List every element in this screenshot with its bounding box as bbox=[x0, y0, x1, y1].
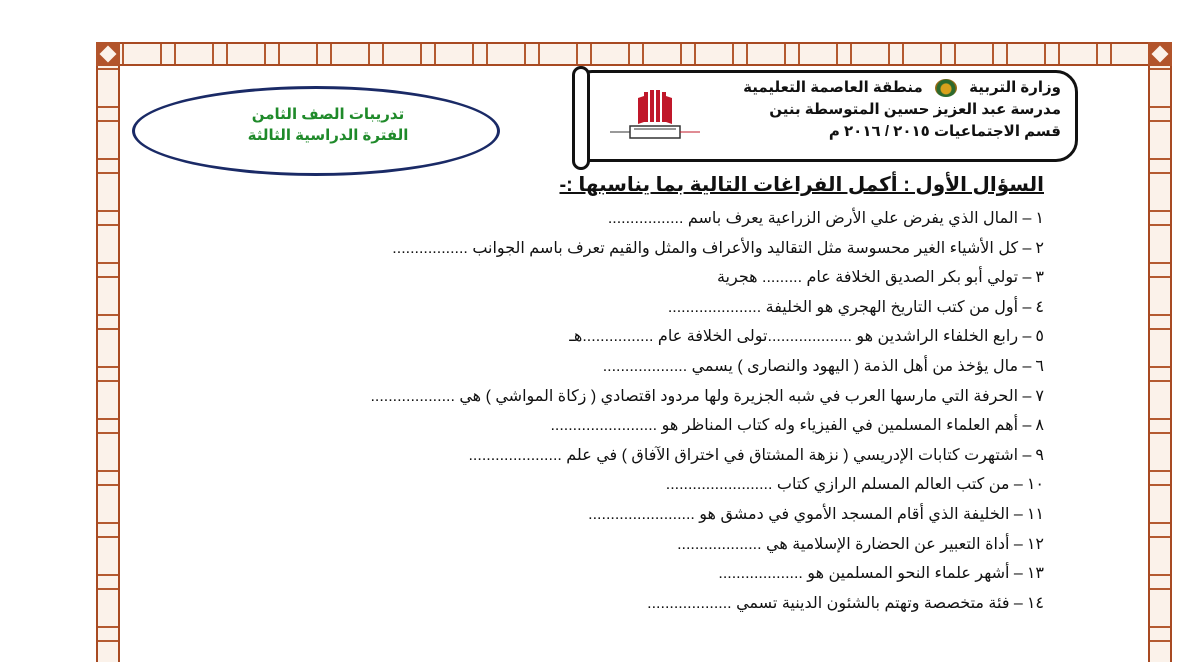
item-number: ١ bbox=[1035, 210, 1044, 227]
department-label: قسم الاجتماعيات ٢٠١٥ / ٢٠١٦ م bbox=[828, 123, 1061, 140]
region-label: منطقة العاصمة التعليمية bbox=[743, 79, 923, 96]
list-item bbox=[144, 204, 1044, 234]
item-number: ٣ bbox=[1035, 269, 1044, 287]
item-number: ١١ bbox=[1026, 505, 1044, 523]
item-number: ١٠ bbox=[1026, 476, 1044, 494]
item-number: ٤ bbox=[1035, 298, 1044, 316]
list-item bbox=[144, 293, 1044, 323]
item-number: ١٢ bbox=[1026, 535, 1044, 553]
school-label: مدرسة عبد العزيز حسين المتوسطة بنين bbox=[769, 101, 1061, 118]
item-number: ٨ bbox=[1035, 417, 1044, 435]
oval-title bbox=[228, 104, 428, 146]
list-item bbox=[144, 411, 1044, 441]
item-number: ١٣ bbox=[1026, 565, 1044, 583]
border-right bbox=[1148, 42, 1172, 662]
list-item bbox=[144, 530, 1044, 560]
item-text: – كل الأشياء الغير محسوسة مثل التقاليد والأعراف والمثل والقيم تعرف باسم الجوانب ................. bbox=[392, 239, 1032, 257]
list-item bbox=[144, 441, 1044, 471]
item-text: – أهم العلماء المسلمين في الفيزياء وله كتاب المناظر هو ........................ bbox=[550, 417, 1032, 435]
border-corner-ornament bbox=[96, 42, 120, 66]
state-emblem-icon bbox=[935, 79, 957, 97]
list-item bbox=[144, 382, 1044, 412]
oval-line-term: الفترة الدراسية الثالثة bbox=[247, 127, 409, 144]
list-item bbox=[144, 322, 1044, 352]
item-text: – مال يؤخذ من أهل الذمة ( اليهود والنصارى ) يسمي ................... bbox=[602, 357, 1032, 375]
header-text bbox=[743, 77, 1061, 143]
item-text: – أول من كتب التاريخ الهجري هو الخليفة ..................... bbox=[667, 298, 1032, 316]
border-top bbox=[96, 42, 1172, 66]
list-item bbox=[144, 500, 1044, 530]
list-item bbox=[144, 352, 1044, 382]
item-number: ٥ bbox=[1035, 328, 1044, 346]
item-text: – الخليفة الذي أقام المسجد الأموي في دمشق هو ........................ bbox=[588, 505, 1023, 523]
border-corner-ornament bbox=[1148, 42, 1172, 66]
book-logo-icon bbox=[610, 88, 700, 146]
list-item bbox=[144, 263, 1044, 293]
item-number: ٦ bbox=[1035, 357, 1044, 375]
item-text: – فئة متخصصة وتهتم بالشئون الدينية تسمي ................... bbox=[647, 594, 1023, 612]
list-item bbox=[144, 559, 1044, 589]
item-number: ١٤ bbox=[1026, 594, 1044, 612]
item-text: – من كتب العالم المسلم الرازي كتاب ........................ bbox=[665, 476, 1023, 494]
question-title: السؤال الأول : أكمل الفراغات التالية بما يناسبها :- bbox=[559, 174, 1044, 196]
item-text: – تولي أبو بكر الصديق الخلافة عام ......... هجرية bbox=[716, 269, 1032, 287]
item-text: – المال الذي يفرض علي الأرض الزراعية يعرف باسم ................. bbox=[607, 210, 1032, 227]
item-number: ٩ bbox=[1035, 446, 1044, 464]
list-item bbox=[144, 470, 1044, 500]
item-text: – أشهر علماء النحو المسلمين هو ................... bbox=[718, 565, 1023, 583]
scroll-curl bbox=[572, 66, 590, 170]
list-item bbox=[144, 234, 1044, 264]
ministry-label: وزارة التربية bbox=[969, 79, 1061, 96]
border-left bbox=[96, 42, 120, 662]
fill-in-list bbox=[144, 204, 1044, 618]
item-text: – أداة التعبير عن الحضارة الإسلامية هي ................... bbox=[677, 535, 1023, 553]
oval-line-grade: تدريبات الصف الثامن bbox=[251, 106, 405, 123]
item-text: – اشتهرت كتابات الإدريسي ( نزهة المشتاق في اختراق الآفاق ) في علم ..................... bbox=[468, 446, 1032, 464]
item-text: – الحرفة التي مارسها العرب في شبه الجزيرة ولها مردود اقتصادي ( زكاة المواشي ) هي ................... bbox=[370, 387, 1032, 405]
item-number: ٢ bbox=[1035, 239, 1044, 257]
item-number: ٧ bbox=[1035, 387, 1044, 405]
list-item bbox=[144, 589, 1044, 619]
item-text: – رابع الخلفاء الراشدين هو ...................تولى الخلافة عام ................هـ bbox=[569, 328, 1032, 346]
